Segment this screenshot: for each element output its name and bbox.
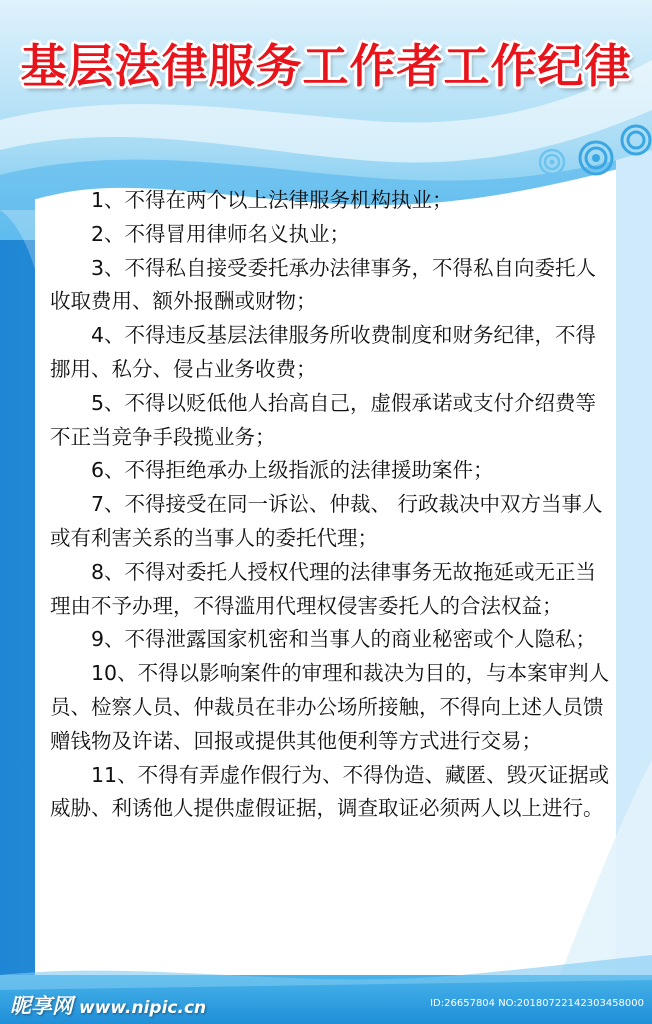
rule-item: 4、不得违反基层法律服务所收费制度和财务纪律，不得挪用、私分、侵占业务收费；: [50, 323, 597, 381]
watermark-url: www.nipic.cn: [79, 998, 207, 1018]
rules-list: [50, 184, 616, 826]
watermark-logo-text: 昵享网: [10, 994, 73, 1018]
page-title: 基层法律服务工作者工作纪律: [20, 39, 632, 93]
rule-item: 9、不得泄露国家机密和当事人的商业秘密或个人隐私；: [91, 627, 597, 652]
rule-item: 6、不得拒绝承办上级指派的法律援助案件；: [91, 458, 494, 483]
rule-item: 3、不得私自接受委托承办法律事务，不得私自向委托人收取费用、额外报酬或财物；: [50, 255, 597, 314]
rule-item: 1、不得在两个以上法律服务机构执业；: [91, 188, 453, 212]
watermark-bar: [0, 976, 652, 1024]
rule-item: 8、不得对委托人授权代理的法律事务无故拖延或无正当理由不予办理，不得滥用代理权侵害委托人的合法权益；: [50, 559, 597, 618]
rule-item: 11、不得有弄虚作假行为、不得伪造、藏匿、毁灭证据或威胁、利诱他人提供虚假证据，调查取证必须两人以上进行。: [50, 762, 610, 821]
watermark-logo: [10, 990, 206, 1020]
watermark-image-id: ID:26657804 NO:20180722142303458000: [430, 998, 644, 1009]
rule-item: 5、不得以贬低他人抬高自己，虚假承诺或支付介绍费等不正当竞争手段揽业务；: [50, 390, 597, 449]
rule-item: 10、不得以影响案件的审理和裁决为目的，与本案审判人员、检察人员、仲裁员在非办公场所接触，不得向上述人员馈赠钱物及许诺、回报或提供其他便利等方式进行交易；: [50, 661, 610, 753]
rule-item: 7、不得接受在同一诉讼、仲裁、 行政裁决中双方当事人或有利害关系的当事人的委托代理；: [50, 492, 603, 550]
rule-item: 2、不得冒用律师名义执业；: [91, 221, 351, 246]
